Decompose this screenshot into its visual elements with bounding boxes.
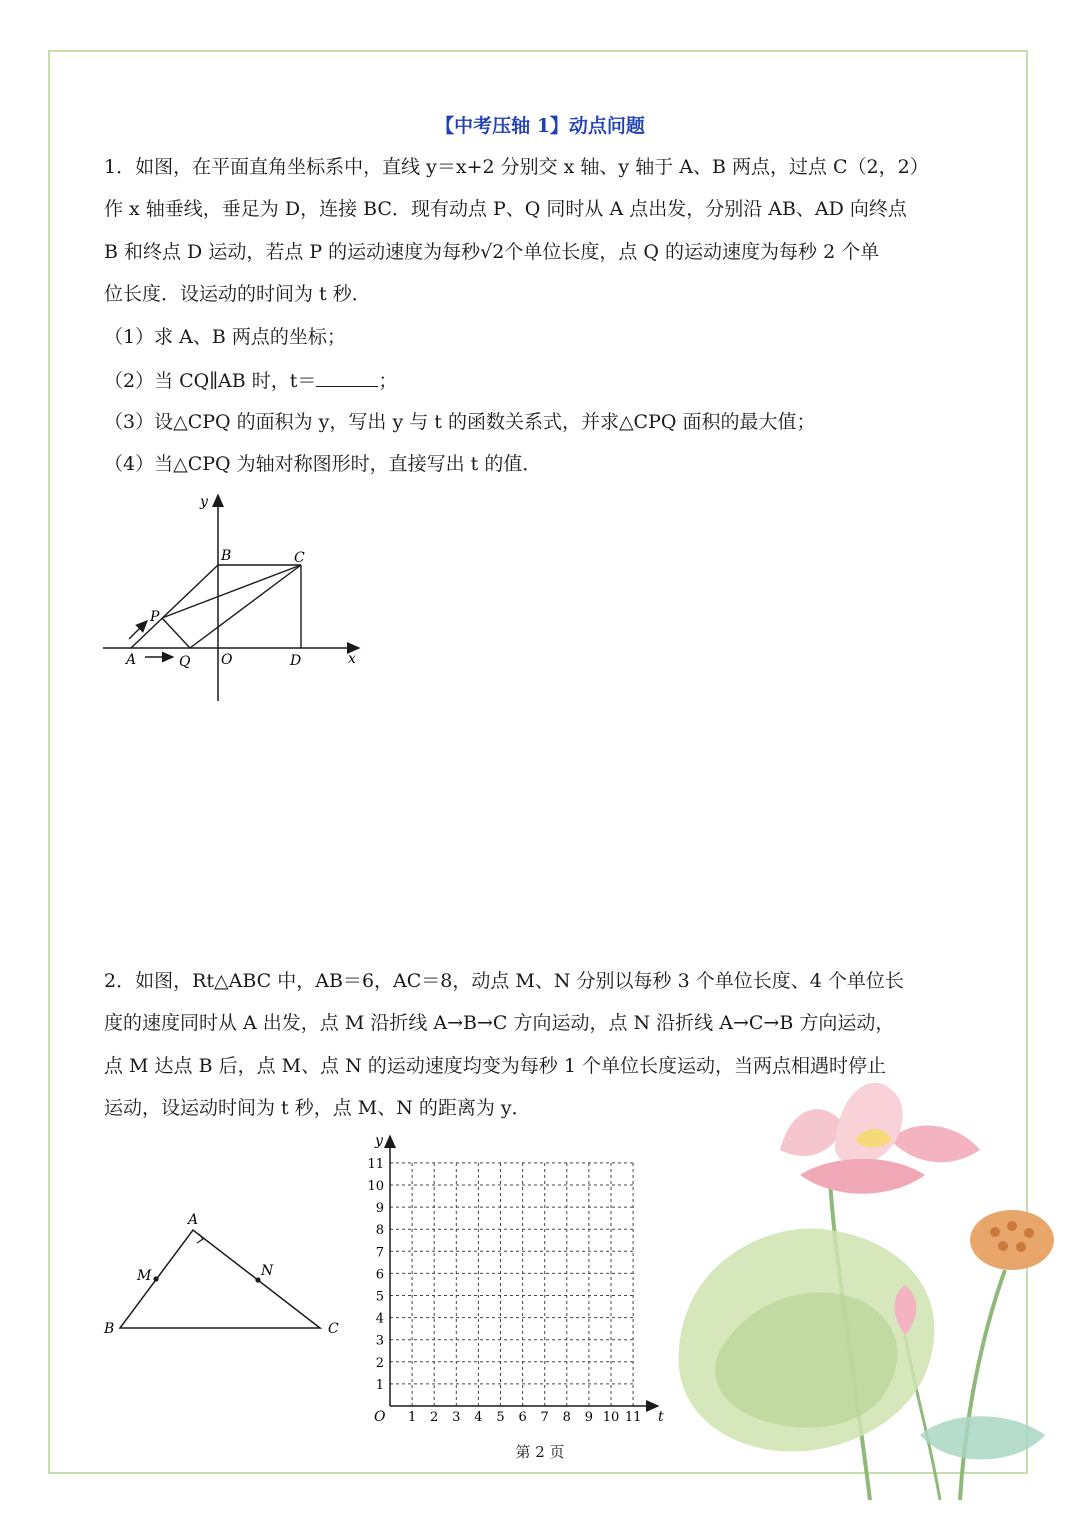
lotus-petal-center <box>835 1083 903 1165</box>
point-M <box>153 1276 158 1281</box>
x-tick-label: 4 <box>474 1410 483 1425</box>
x-tick-label: 5 <box>496 1410 505 1425</box>
tri-label-C: C <box>328 1321 339 1337</box>
seedpod-stem <box>960 1270 1005 1500</box>
x-tick-label: 3 <box>452 1410 461 1425</box>
answer-blank[interactable] <box>316 368 378 387</box>
label-D: D <box>290 653 302 669</box>
y-tick-label: 1 <box>375 1377 384 1393</box>
problem2-grid-figure <box>360 1128 680 1430</box>
tri-label-N: N <box>261 1263 274 1279</box>
problem1-question-1: （1）求 A、B 两点的坐标； <box>104 326 346 348</box>
label-A: A <box>126 652 137 668</box>
grid-label-t: t <box>658 1409 664 1425</box>
label-x: x <box>348 651 356 667</box>
problem1-figure <box>95 485 375 710</box>
y-tick-label: 3 <box>375 1333 384 1349</box>
problem2-line-3: 点 M 达点 B 后，点 M、点 N 的运动速度均变为每秒 1 个单位长度运动，当两点相遇时停止 <box>104 1055 886 1077</box>
label-C: C <box>294 550 305 566</box>
problem2-triangle-figure <box>95 1205 355 1345</box>
label-B: B <box>221 548 232 564</box>
question-2-suffix: ； <box>378 370 398 392</box>
segment-PQ <box>162 618 190 648</box>
problem1-line-2: 作 x 轴垂线，垂足为 D，连接 BC．现有动点 P、Q 同时从 A 点出发，分别沿 AB、AD 向终点 <box>104 198 907 220</box>
y-tick-label: 10 <box>367 1179 384 1194</box>
problem1-line-1: 1．如图，在平面直角坐标系中，直线 y＝x+2 分别交 x 轴、y 轴于 A、B 两点，过点 C（2，2） <box>104 156 929 178</box>
lotus-petal-front <box>800 1159 925 1194</box>
problem2-line-2: 度的速度同时从 A 出发，点 M 沿折线 A→B→C 方向运动，点 N 沿折线 A→C→B 方向运动， <box>104 1012 895 1034</box>
x-tick-label: 7 <box>540 1410 549 1425</box>
tri-label-A: A <box>188 1212 199 1228</box>
x-tick-label: 6 <box>518 1410 527 1425</box>
y-tick-label: 2 <box>375 1355 384 1371</box>
x-tick-label: 10 <box>602 1410 620 1425</box>
y-tick-label: 9 <box>375 1201 384 1217</box>
y-tick-label: 8 <box>375 1223 384 1239</box>
label-y: y <box>200 494 208 510</box>
lotus-seedpod <box>970 1210 1054 1270</box>
y-tick-label: 5 <box>375 1289 384 1305</box>
problem1-question-3: （3）设△CPQ 的面积为 y，写出 y 与 t 的函数关系式，并求△CPQ 面积的最大值； <box>104 411 816 433</box>
tri-label-B: B <box>104 1321 115 1337</box>
segment-AB <box>131 565 218 648</box>
x-tick-label: 1 <box>407 1410 417 1425</box>
label-O: O <box>221 652 233 668</box>
problem1-line-4: 位长度．设运动的时间为 t 秒． <box>104 283 371 305</box>
grid-label-origin: O <box>374 1409 386 1425</box>
y-tick-label: 7 <box>375 1245 384 1261</box>
lotus-illustration <box>660 1040 1060 1510</box>
y-tick-label: 11 <box>367 1156 384 1172</box>
problem1-question-4: （4）当△CPQ 为轴对称图形时，直接写出 t 的值． <box>104 453 542 475</box>
problem2-line-4: 运动，设运动时间为 t 秒，点 M、N 的距离为 y． <box>104 1097 531 1119</box>
page-title: 【中考压轴 1】动点问题 <box>435 115 645 137</box>
page-footer: 第 2 页 <box>515 1443 565 1461</box>
label-P: P <box>150 609 160 625</box>
lotus-petal-right <box>890 1126 980 1163</box>
segment-CP <box>162 565 301 618</box>
problem1-question-2 <box>104 368 397 393</box>
label-Q: Q <box>179 654 191 670</box>
y-tick-label: 4 <box>375 1311 384 1327</box>
right-angle-mark <box>197 1234 203 1243</box>
problem2-line-1: 2．如图，Rt△ABC 中，AB＝6，AC＝8，动点 M、N 分别以每秒 3 个单位长度、4 个单位长 <box>104 970 904 992</box>
y-tick-label: 6 <box>375 1267 384 1283</box>
question-2-prefix: （2）当 CQ∥AB 时，t＝ <box>104 370 317 392</box>
x-tick-label: 8 <box>562 1410 571 1425</box>
x-tick-label: 2 <box>430 1410 439 1425</box>
x-tick-label: 9 <box>584 1410 594 1425</box>
problem1-line-3: B 和终点 D 运动，若点 P 的运动速度为每秒√2个单位长度，点 Q 的运动速度为每秒 2 个单 <box>104 241 880 263</box>
segment-CQ <box>190 565 301 648</box>
x-tick-label: 11 <box>624 1410 642 1425</box>
arrow-P-direction <box>129 621 147 639</box>
point-N <box>255 1277 260 1282</box>
grid-label-y: y <box>375 1133 383 1149</box>
tri-label-M: M <box>137 1268 152 1284</box>
